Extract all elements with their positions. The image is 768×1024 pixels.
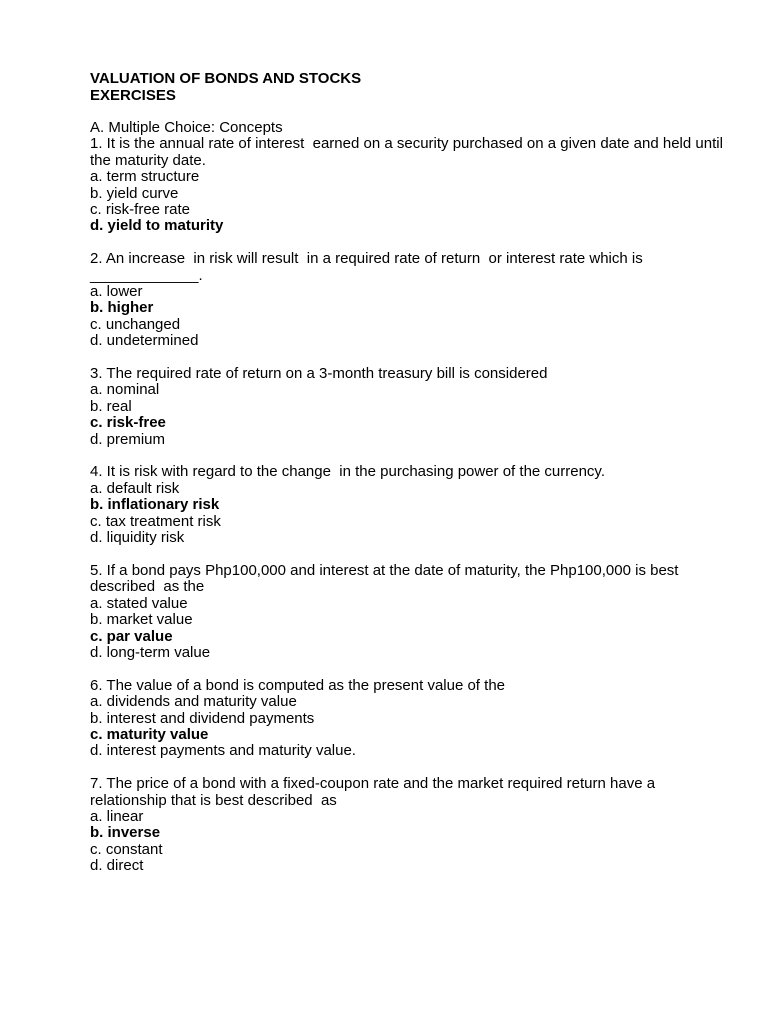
answer-choice-correct: b. inverse xyxy=(90,824,161,842)
question-5 xyxy=(90,563,730,661)
answer-choice: c. unchanged xyxy=(90,315,181,333)
answer-choice: b. yield curve xyxy=(90,184,179,202)
question-1 xyxy=(90,136,730,234)
question-stem: 5. If a bond pays Php100,000 and interest at the date of maturity, the Php100,000 is best described as the xyxy=(90,561,683,596)
answer-choice-correct: c. par value xyxy=(90,627,173,645)
question-list xyxy=(90,136,730,874)
answer-choice: a. lower xyxy=(90,283,143,301)
answer-choice-correct: c. risk-free xyxy=(90,414,166,432)
document-title-line-1: VALUATION OF BONDS AND STOCKS xyxy=(90,70,362,87)
answer-choice: a. default risk xyxy=(90,479,180,497)
question-3 xyxy=(90,366,730,448)
answer-choice: d. premium xyxy=(90,430,166,448)
section-heading: A. Multiple Choice: Concepts xyxy=(90,119,283,136)
answer-choice: d. undetermined xyxy=(90,332,199,350)
question-6 xyxy=(90,678,730,760)
answer-choice: a. dividends and maturity value xyxy=(90,693,297,711)
question-4 xyxy=(90,464,730,546)
answer-choice: b. real xyxy=(90,397,132,415)
question-7 xyxy=(90,776,730,874)
answer-choice: c. tax treatment risk xyxy=(90,512,221,530)
answer-choice-correct: b. inflationary risk xyxy=(90,496,220,514)
document-title-line-2: EXERCISES xyxy=(90,87,176,104)
answer-choice: c. constant xyxy=(90,840,163,858)
answer-choice: a. term structure xyxy=(90,168,200,186)
question-stem: 6. The value of a bond is computed as the present value of the xyxy=(90,676,505,694)
question-stem: 2. An increase in risk will result in a required rate of return or interest rate which is _____________. xyxy=(90,250,647,284)
answer-choice: d. interest payments and maturity value. xyxy=(90,742,356,760)
question-2 xyxy=(90,251,730,349)
answer-choice: a. nominal xyxy=(90,381,160,399)
answer-choice: d. direct xyxy=(90,857,144,875)
answer-choice: a. linear xyxy=(90,807,144,825)
question-stem: 7. The price of a bond with a fixed-coupon rate and the market required return have a relationship that is best described as xyxy=(90,775,660,809)
question-stem: 4. It is risk with regard to the change in the purchasing power of the currency. xyxy=(90,463,605,481)
answer-choice: b. interest and dividend payments xyxy=(90,709,315,727)
answer-choice: d. liquidity risk xyxy=(90,529,185,547)
question-stem: 1. It is the annual rate of interest earned on a security purchased on a given date and held until the maturity date. xyxy=(90,135,728,169)
answer-choice-correct: d. yield to maturity xyxy=(90,217,224,235)
answer-choice: c. risk-free rate xyxy=(90,201,191,219)
document-page xyxy=(90,70,730,875)
answer-choice: d. long-term value xyxy=(90,643,211,661)
question-stem: 3. The required rate of return on a 3-month treasury bill is considered xyxy=(90,365,548,383)
answer-choice-correct: c. maturity value xyxy=(90,725,209,743)
answer-choice: b. market value xyxy=(90,611,193,629)
answer-choice: a. stated value xyxy=(90,594,188,612)
answer-choice-correct: b. higher xyxy=(90,299,154,317)
